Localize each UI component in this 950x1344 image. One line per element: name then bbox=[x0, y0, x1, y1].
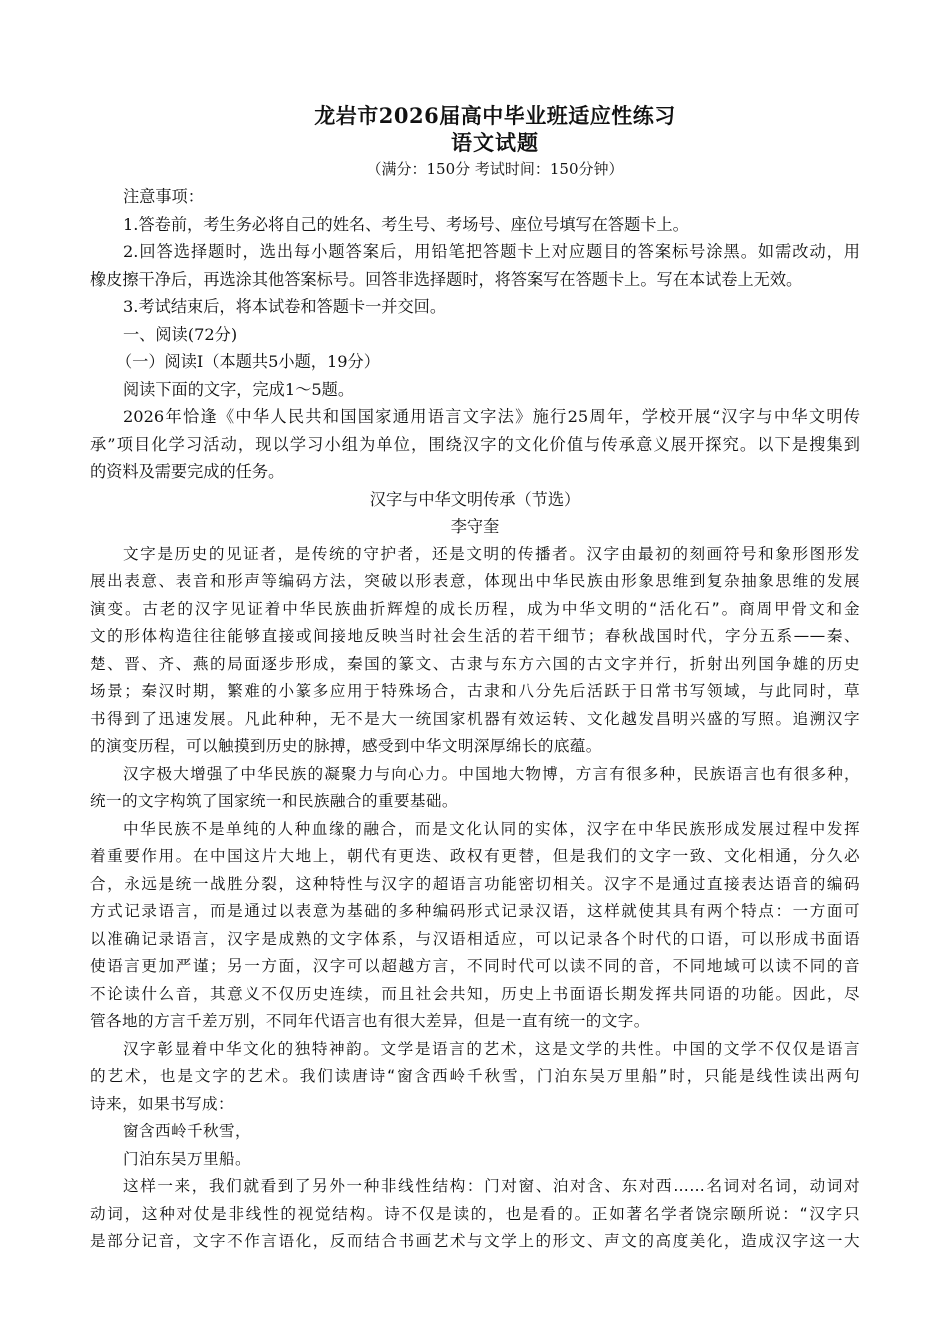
article-line: 动词，这种对仗是非线性的视觉结构。诗不仅是读的，也是看的。正如著名学者饶宗颐所说：“汉字只 bbox=[90, 1204, 860, 1223]
poem-line: 门泊东吴万里船。 bbox=[123, 1149, 251, 1168]
exam-title: 龙岩市2026届高中毕业班适应性练习 bbox=[314, 103, 676, 128]
notice-item: 1.答卷前，考生务必将自己的姓名、考生号、考场号、座位号填写在答题卡上。 bbox=[123, 214, 689, 234]
article-line: 汉字极大增强了中华民族的凝聚力与向心力。中国地大物博，方言有很多种，民族语言也有很多种， bbox=[123, 764, 860, 783]
article-author: 李守奎 bbox=[450, 517, 500, 536]
intro-paragraph: 2026年恰逢《中华人民共和国国家通用语言文字法》施行25周年，学校开展“汉字与中华文明传 bbox=[123, 407, 860, 426]
article-line: 楚、晋、齐、燕的局面逐步形成，秦国的篆文、古隶与东方六国的古文字并行，折射出列国争雄的历史 bbox=[90, 654, 860, 673]
notice-item: 橡皮擦干净后，再选涂其他答案标号。回答非选择题时，将答案写在答题卡上。写在本试卷上无效。 bbox=[90, 269, 803, 289]
subsection-heading: （一）阅读Ⅰ（本题共5小题，19分） bbox=[116, 352, 380, 371]
subject-title: 语文试题 bbox=[451, 130, 539, 155]
article-line: 着重要作用。在中国这片大地上，朝代有更迭、政权有更替，但是我们的文字一致、文化相通，分久必 bbox=[90, 847, 860, 865]
notice-item: 2.回答选择题时，选出每小题答案后，用铅笔把答题卡上对应题目的答案标号涂黑。如需改动，用 bbox=[123, 242, 860, 261]
article-line: 文字是历史的见证者，是传统的守护者，还是文明的传播者。汉字由最初的刻画符号和象形图形发 bbox=[123, 544, 860, 563]
section-heading: 一、阅读(72分) bbox=[123, 324, 238, 344]
article-line: 方式记录语言，而是通过以表意为基础的多种编码形式记录汉语，这样就使其具有两个特点：一方面可 bbox=[90, 902, 860, 920]
article-line: 书得到了迅速发展。凡此种种，无不是大一统国家机器有效运转、文化越发昌明兴盛的写照。追溯汉字 bbox=[90, 709, 860, 728]
poem-line: 窗含西岭千秋雪， bbox=[123, 1122, 251, 1140]
article-line: 诗来，如果书写成： bbox=[90, 1094, 234, 1113]
article-line: 统一的文字构筑了国家统一和民族融合的重要基础。 bbox=[90, 792, 458, 810]
notice-heading: 注意事项： bbox=[123, 187, 204, 206]
article-line: 合，永远是统一战胜分裂，这种特性与汉字的超语言功能密切相关。汉字不是通过直接表达语音的编码 bbox=[90, 874, 860, 893]
intro-paragraph: 承”项目化学习活动，现以学习小组为单位，围绕汉字的文化价值与传承意义展开探究。以下是搜集到 bbox=[90, 434, 860, 454]
article-line: 中华民族不是单纯的人种血缘的融合，而是文化认同的实体，汉字在中华民族形成发展过程中发挥 bbox=[123, 819, 860, 838]
article-line: 以准确记录语言，汉字是成熟的文字体系，与汉语相适应，可以记录各个时代的口语，可以形成书面语 bbox=[90, 929, 860, 948]
article-line: 的演变历程，可以触摸到历史的脉搏，感受到中华文明深厚绵长的底蕴。 bbox=[90, 737, 602, 755]
article-text bbox=[90, 541, 860, 1256]
reading-instruction: 阅读下面的文字，完成1～5题。 bbox=[123, 379, 355, 399]
article-line: 的艺术，也是文字的艺术。我们读唐诗“窗含西岭千秋雪，门泊东吴万里船”时，只能是线性读出两句 bbox=[90, 1067, 860, 1085]
article-line: 使语言更加严谨；另一方面，汉字可以超越方言，不同时代可以读不同的音，不同地域可以读不同的音 bbox=[90, 957, 860, 975]
article-line: 场景；秦汉时期，繁难的小篆多应用于特殊场合，古隶和八分先后活跃于日常书写领域，与此同时，草 bbox=[90, 682, 860, 700]
notice-item: 3.考试结束后，将本试卷和答题卡一并交回。 bbox=[123, 297, 447, 316]
intro-paragraph: 的资料及需要完成的任务。 bbox=[90, 462, 285, 481]
article-line: 文的形体构造往往能够直接或间接地反映当时社会生活的若干细节；春秋战国时代，字分五系——秦、 bbox=[90, 627, 860, 645]
exam-meta: （满分：150分 考试时间：150分钟） bbox=[366, 160, 624, 178]
article-line: 展出表意、表音和形声等编码方法，突破以形表意，体现出中华民族由形象思维到复杂抽象思维的发展 bbox=[90, 572, 860, 590]
article-line: 这样一来，我们就看到了另外一种非线性结构：门对窗、泊对含、东对西……名词对名词，动词对 bbox=[123, 1177, 860, 1195]
article-title: 汉字与中华文明传承（节选） bbox=[369, 489, 581, 509]
article-line: 管各地的方言千差万别，不同年代语言也有很大差异，但是一直有统一的文字。 bbox=[90, 1012, 650, 1030]
article-line: 是部分记音，文字不作言语化，反而结合书画艺术与文学上的形文、声文的高度美化，造成汉字这一大 bbox=[90, 1232, 860, 1250]
exam-body bbox=[90, 183, 860, 1256]
article-line: 不论读什么音，其意义不仅历史连续，而且社会共知，历史上书面语长期发挥共同语的功能。因此，尽 bbox=[90, 984, 860, 1003]
article-line: 演变。古老的汉字见证着中华民族曲折辉煌的成长历程，成为中华文明的“活化石”。商周甲骨文和金 bbox=[90, 599, 860, 618]
article-line: 汉字彰显着中华文化的独特神韵。文学是语言的艺术，这是文学的共性。中国的文学不仅仅是语言 bbox=[123, 1039, 860, 1058]
